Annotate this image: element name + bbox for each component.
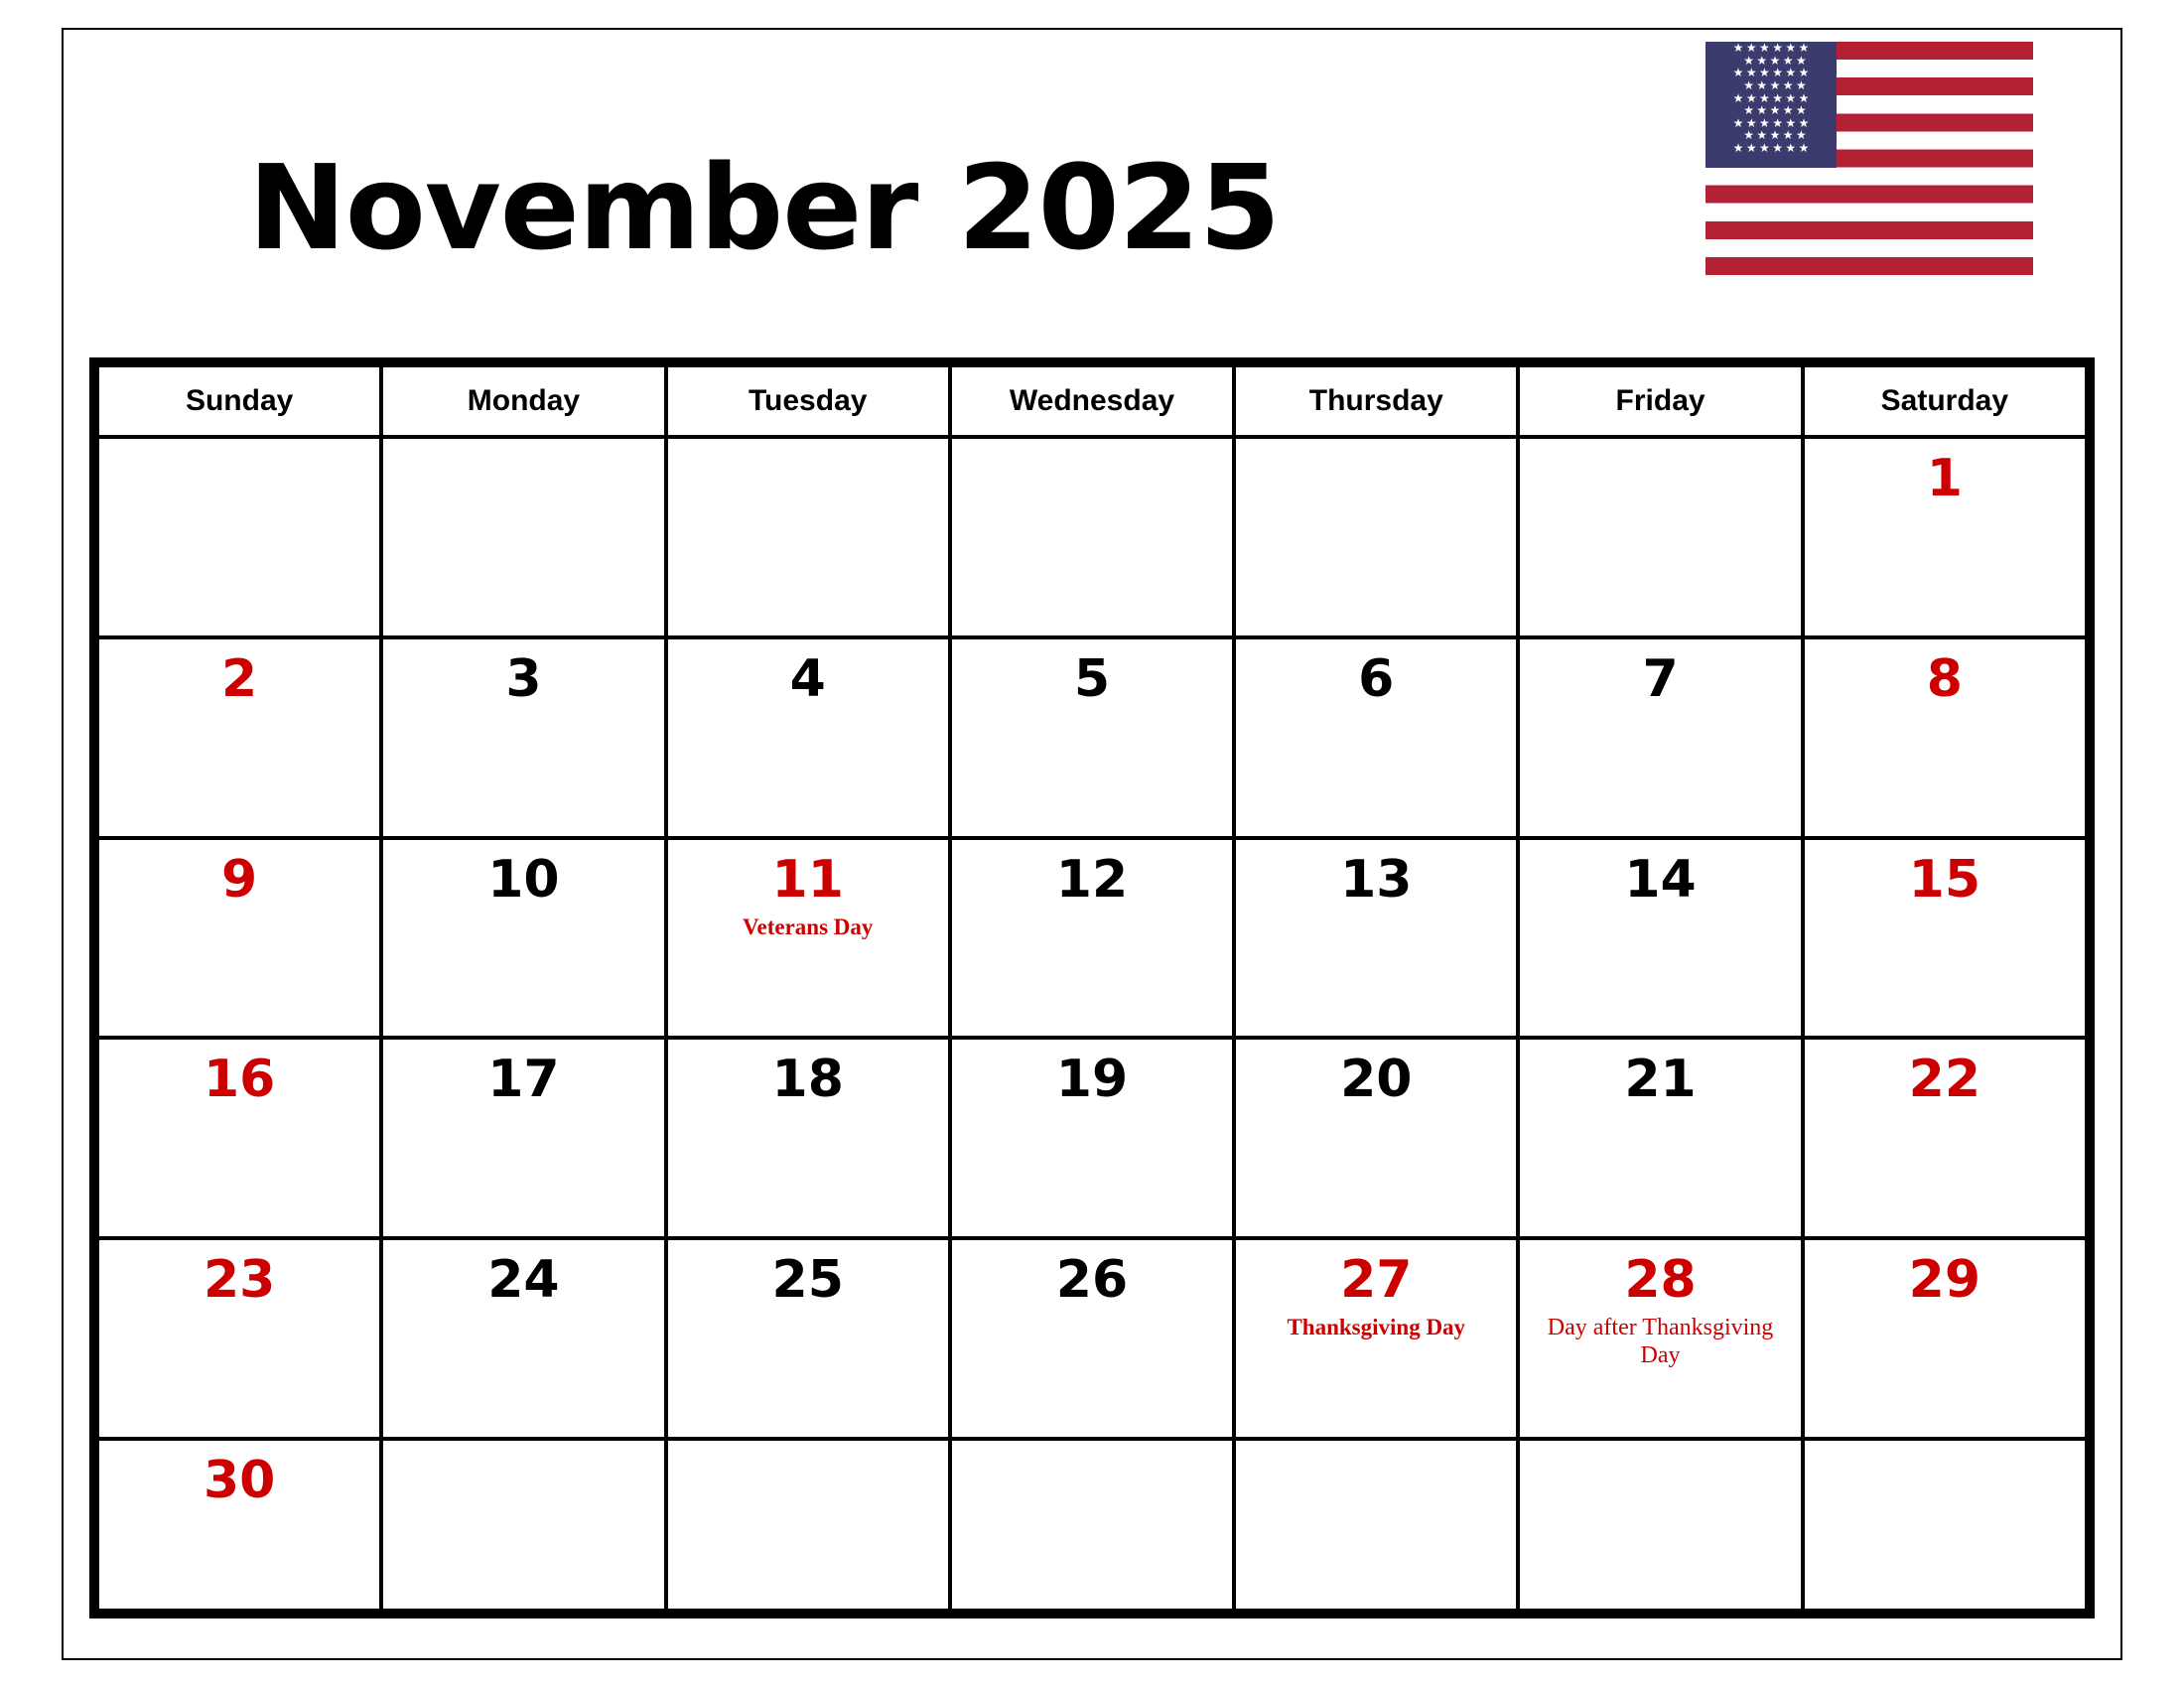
day-cell[interactable] bbox=[1234, 1439, 1518, 1611]
day-number: 22 bbox=[1908, 1050, 1981, 1110]
day-number: 13 bbox=[1340, 849, 1413, 910]
weekday-header-tuesday: Tuesday bbox=[666, 365, 950, 437]
day-number: 18 bbox=[771, 1050, 844, 1110]
day-number: 25 bbox=[771, 1250, 844, 1311]
weekday-header-sunday: Sunday bbox=[97, 365, 381, 437]
day-cell[interactable] bbox=[950, 1038, 1234, 1238]
day-event: Veterans Day bbox=[743, 914, 874, 939]
day-number: 4 bbox=[789, 648, 826, 709]
day-cell[interactable] bbox=[97, 1038, 381, 1238]
day-cell[interactable] bbox=[950, 637, 1234, 838]
calendar-week-row bbox=[97, 838, 2087, 1039]
day-number: 7 bbox=[1642, 648, 1679, 709]
day-number: 29 bbox=[1908, 1250, 1981, 1311]
day-cell[interactable] bbox=[97, 637, 381, 838]
day-cell[interactable] bbox=[1518, 1439, 1802, 1611]
day-number: 5 bbox=[1073, 648, 1111, 709]
day-number: 26 bbox=[1055, 1250, 1129, 1311]
page-title: November 2025 bbox=[248, 139, 1280, 276]
calendar-week-row bbox=[97, 1038, 2087, 1238]
day-event: Thanksgiving Day bbox=[1287, 1315, 1466, 1340]
day-cell[interactable] bbox=[950, 838, 1234, 1039]
calendar-week-row bbox=[97, 637, 2087, 838]
day-number: 2 bbox=[221, 648, 258, 709]
day-cell[interactable] bbox=[1518, 437, 1802, 637]
day-cell[interactable] bbox=[97, 437, 381, 637]
day-cell[interactable] bbox=[950, 1439, 1234, 1611]
day-number: 11 bbox=[771, 849, 844, 910]
weekday-header-row bbox=[97, 365, 2087, 437]
calendar-grid bbox=[89, 357, 2095, 1618]
day-cell[interactable] bbox=[666, 1439, 950, 1611]
day-cell[interactable] bbox=[381, 437, 665, 637]
day-cell[interactable] bbox=[381, 1038, 665, 1238]
day-number: 16 bbox=[203, 1050, 276, 1110]
calendar-week-row bbox=[97, 1238, 2087, 1439]
day-number: 19 bbox=[1055, 1050, 1129, 1110]
day-number: 30 bbox=[203, 1450, 276, 1510]
day-cell[interactable] bbox=[1803, 637, 2087, 838]
weekday-header-thursday: Thursday bbox=[1234, 365, 1518, 437]
day-cell[interactable] bbox=[97, 1238, 381, 1439]
calendar-week-row bbox=[97, 1439, 2087, 1611]
day-number: 3 bbox=[505, 648, 542, 709]
day-number: 1 bbox=[1926, 449, 1963, 508]
day-cell[interactable] bbox=[381, 1238, 665, 1439]
day-cell[interactable] bbox=[666, 637, 950, 838]
calendar-week-row bbox=[97, 437, 2087, 637]
day-number: 10 bbox=[487, 849, 560, 910]
day-cell[interactable] bbox=[1234, 1038, 1518, 1238]
day-cell[interactable] bbox=[381, 838, 665, 1039]
day-number: 28 bbox=[1624, 1250, 1697, 1311]
weekday-header-friday: Friday bbox=[1518, 365, 1802, 437]
day-number: 23 bbox=[203, 1250, 276, 1311]
day-number: 6 bbox=[1358, 648, 1395, 709]
day-cell[interactable] bbox=[1803, 437, 2087, 637]
day-cell[interactable] bbox=[381, 1439, 665, 1611]
day-number: 9 bbox=[221, 849, 258, 910]
day-cell[interactable] bbox=[97, 838, 381, 1039]
day-number: 24 bbox=[487, 1250, 560, 1311]
day-number: 17 bbox=[487, 1050, 560, 1110]
day-cell[interactable] bbox=[1803, 1238, 2087, 1439]
day-cell[interactable] bbox=[1518, 637, 1802, 838]
day-cell-holiday[interactable] bbox=[666, 838, 950, 1039]
day-cell-holiday[interactable] bbox=[1234, 1238, 1518, 1439]
us-flag-icon bbox=[1706, 42, 2033, 275]
day-number: 14 bbox=[1624, 849, 1697, 910]
day-cell[interactable] bbox=[1803, 1038, 2087, 1238]
day-cell[interactable] bbox=[950, 1238, 1234, 1439]
day-cell[interactable] bbox=[381, 637, 665, 838]
day-cell[interactable] bbox=[666, 1038, 950, 1238]
weekday-header-monday: Monday bbox=[381, 365, 665, 437]
day-cell[interactable] bbox=[950, 437, 1234, 637]
day-number: 12 bbox=[1055, 849, 1129, 910]
day-cell[interactable] bbox=[666, 1238, 950, 1439]
day-cell[interactable] bbox=[1803, 838, 2087, 1039]
day-cell[interactable] bbox=[1518, 838, 1802, 1039]
weekday-header-saturday: Saturday bbox=[1803, 365, 2087, 437]
day-cell[interactable] bbox=[1234, 437, 1518, 637]
day-number: 20 bbox=[1340, 1050, 1413, 1110]
day-cell-holiday[interactable] bbox=[1518, 1238, 1802, 1439]
day-cell[interactable] bbox=[666, 437, 950, 637]
weekday-header-wednesday: Wednesday bbox=[950, 365, 1234, 437]
flag-stars: ★ ★ ★ ★ ★ ★ ★ ★ ★ ★ ★ ★ ★ ★ ★ ★ ★ ★ ★ ★ ★ ★ ★ ★ ★ ★ ★ ★ ★ ★ ★ ★ ★ ★ ★ ★ ★ ★ ★ ★ ★ ★ ★ ★ ★ ★ ★ ★ ★ ★ bbox=[1732, 42, 1810, 156]
day-number: 8 bbox=[1926, 648, 1963, 709]
day-cell[interactable] bbox=[1234, 838, 1518, 1039]
day-event: Day after Thanksgiving Day bbox=[1547, 1315, 1774, 1369]
day-number: 21 bbox=[1624, 1050, 1697, 1110]
day-cell[interactable] bbox=[97, 1439, 381, 1611]
day-number: 27 bbox=[1340, 1250, 1413, 1311]
day-cell[interactable] bbox=[1518, 1038, 1802, 1238]
day-cell[interactable] bbox=[1803, 1439, 2087, 1611]
day-number: 15 bbox=[1908, 849, 1981, 910]
day-cell[interactable] bbox=[1234, 637, 1518, 838]
